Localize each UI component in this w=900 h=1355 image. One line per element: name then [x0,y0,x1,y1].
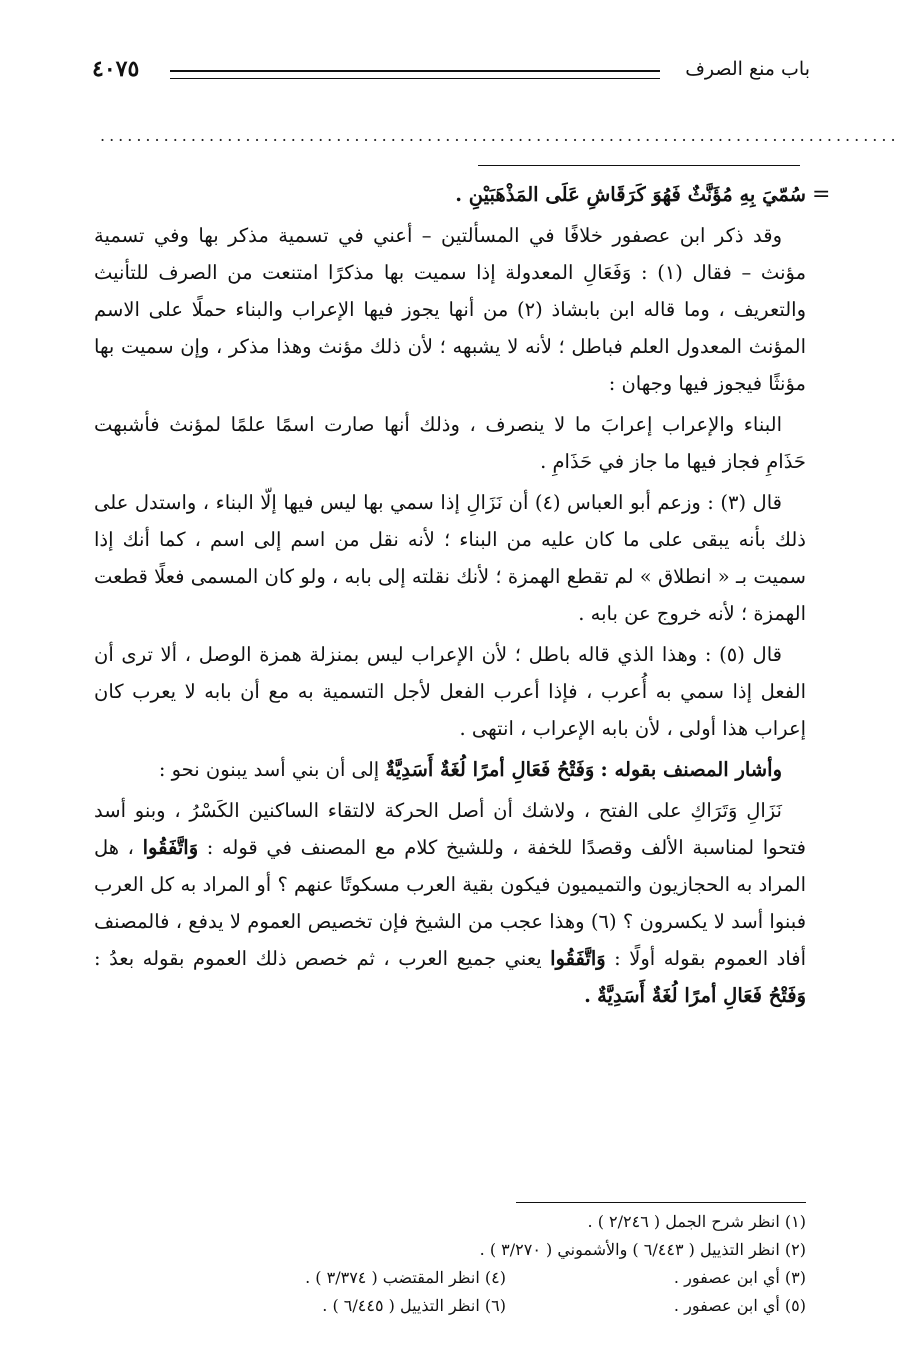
paragraph-3: البناء والإعراب إعرابَ ما لا ينصرف ، وذلك أنها صارت اسمًا علمًا لمؤنث فأشبهت حَذَامِ فجاز فيها ما جاز في حَذَامِ . [94,413,806,473]
header-rule [170,70,660,79]
nazal-quote-1: وَاتَّفَقُوا [142,836,199,859]
chapter-title: باب منع الصرف [685,58,810,80]
page-number: ٤٠٧٥ [92,56,140,82]
footnote-1: (١) انظر شرح الجمل ( ٢/٢٤٦ ) . [587,1212,806,1231]
footnote-3: (٣) أي ابن عصفور . [673,1268,806,1287]
ashar-tail: إلى أن بني أسد يبنون نحو : [158,758,380,781]
footnotes [130,1208,806,1320]
paragraph-7 [94,792,806,1014]
paragraph-2: وقد ذكر ابن عصفور خلافًا في المسألتين – أعني في تسمية مذكر بها وفي تسمية مؤنث – فقال (١) : وَفَعَالِ المعدولة إذا سميت بها مذكرًا امتنعت من الصرف للتأنيث والتعريف ، وما قاله ابن بابشاذ (٢) من أنها يجوز فيها الإعراب والبناء حملًا على الاسم المؤنث المعدول العلم فباطل ؛ لأنه لا يشبهه ؛ لأن ذلك مؤنث وهذا مذكر ، وإن سميت بها مؤنثًا فيجوز فيها وجهان : [94,224,807,395]
nazal-quote-3: وَفَتْحُ فَعَالِ أمرًا لُغَةٌ أَسَدِيَّةٌ [597,984,806,1007]
footnote-5: (٥) أي ابن عصفور . [673,1296,806,1315]
paragraph-5: قال (٥) : وهذا الذي قاله باطل ؛ لأن الإعراب ليس بمنزلة همزة الوصل ، ألا ترى أن الفعل إذا سمي به أُعرب ، فإذا أعرب الفعل لأجل التسمية به مع أن بابه لا يعرب كان إعراب هذا أولى ، لأن بابه الإعراب ، انتهى . [94,643,806,740]
paragraph-6 [94,751,806,788]
top-short-rule [478,165,800,166]
ashar-lead: وأشار المصنف بقوله : [600,758,782,781]
nazal-text-3: يعني جميع العرب ، ثم خصص ذلك العموم بقوله بعدُ : [94,947,542,970]
separator-dots: ........................................................................................ [100,126,900,145]
footnote-4: (٤) انظر المقتضب ( ٣/٣٧٤ ) . [305,1268,506,1287]
nazal-text-2: ، هل المراد به الحجازيون والتميميون فيكون بقية العرب مسكوتًا عنهم ؟ أو المراد به كل العرب فبنوا أسد لا يكسرون ؟ (٦) وهذا عجب من الشيخ فإن تخصيص العموم لا يدفع ، فالمصنف أفاد العموم بقوله أولًا : [94,836,807,970]
paragraph-4: قال (٣) : وزعم أبو العباس (٤) أن نَزَالِ إذا سمي بها ليس فيها إلّا البناء ، واستدل على ذلك بأنه يبقى على ما كان عليه من البناء ؛ لأنه نقل من اسم إلى اسم ، كما أنك إذا سميت بـ « انطلاق » لم تقطع الهمزة ؛ لأنك نقلته إلى بابه ، ولو كان المسمى فعلًا قطعت الهمزة ؛ لأنه خروج عن بابه . [94,491,806,625]
ashar-quote: وَفَتْحُ فَعَالِ أمرًا لُغَةٌ أَسَدِيَّةٌ [385,758,595,781]
main-text [94,176,806,1018]
nazal-text-1: نَزَالِ وَتَرَاكِ على الفتح ، ولاشك أن أصل الحركة لالتقاء الساكنين الكَسْرُ ، وبنو أسد فتحوا لمناسبة الألف وقصدًا للخفة ، وللشيخ كلام مع المصنف في قوله : [94,799,806,859]
footnote-2: (٢) انظر التذييل ( ٦/٤٤٣ ) والأشموني ( ٣/٢٧٠ ) . [479,1240,806,1259]
nazal-text-4: . [584,984,591,1007]
continuation-mark: = [812,182,831,207]
footnote-rule [516,1202,806,1203]
footnote-6: (٦) انظر التذييل ( ٦/٤٤٥ ) . [322,1296,506,1315]
paragraph-1: سُمّيَ بِهِ مُؤَنَّثٌ فَهُوَ كَرَقَاشِ عَلَى المَذْهَبَيْنِ . [455,183,806,206]
running-header [92,56,810,92]
nazal-quote-2: وَاتَّفَقُوا [550,947,606,970]
